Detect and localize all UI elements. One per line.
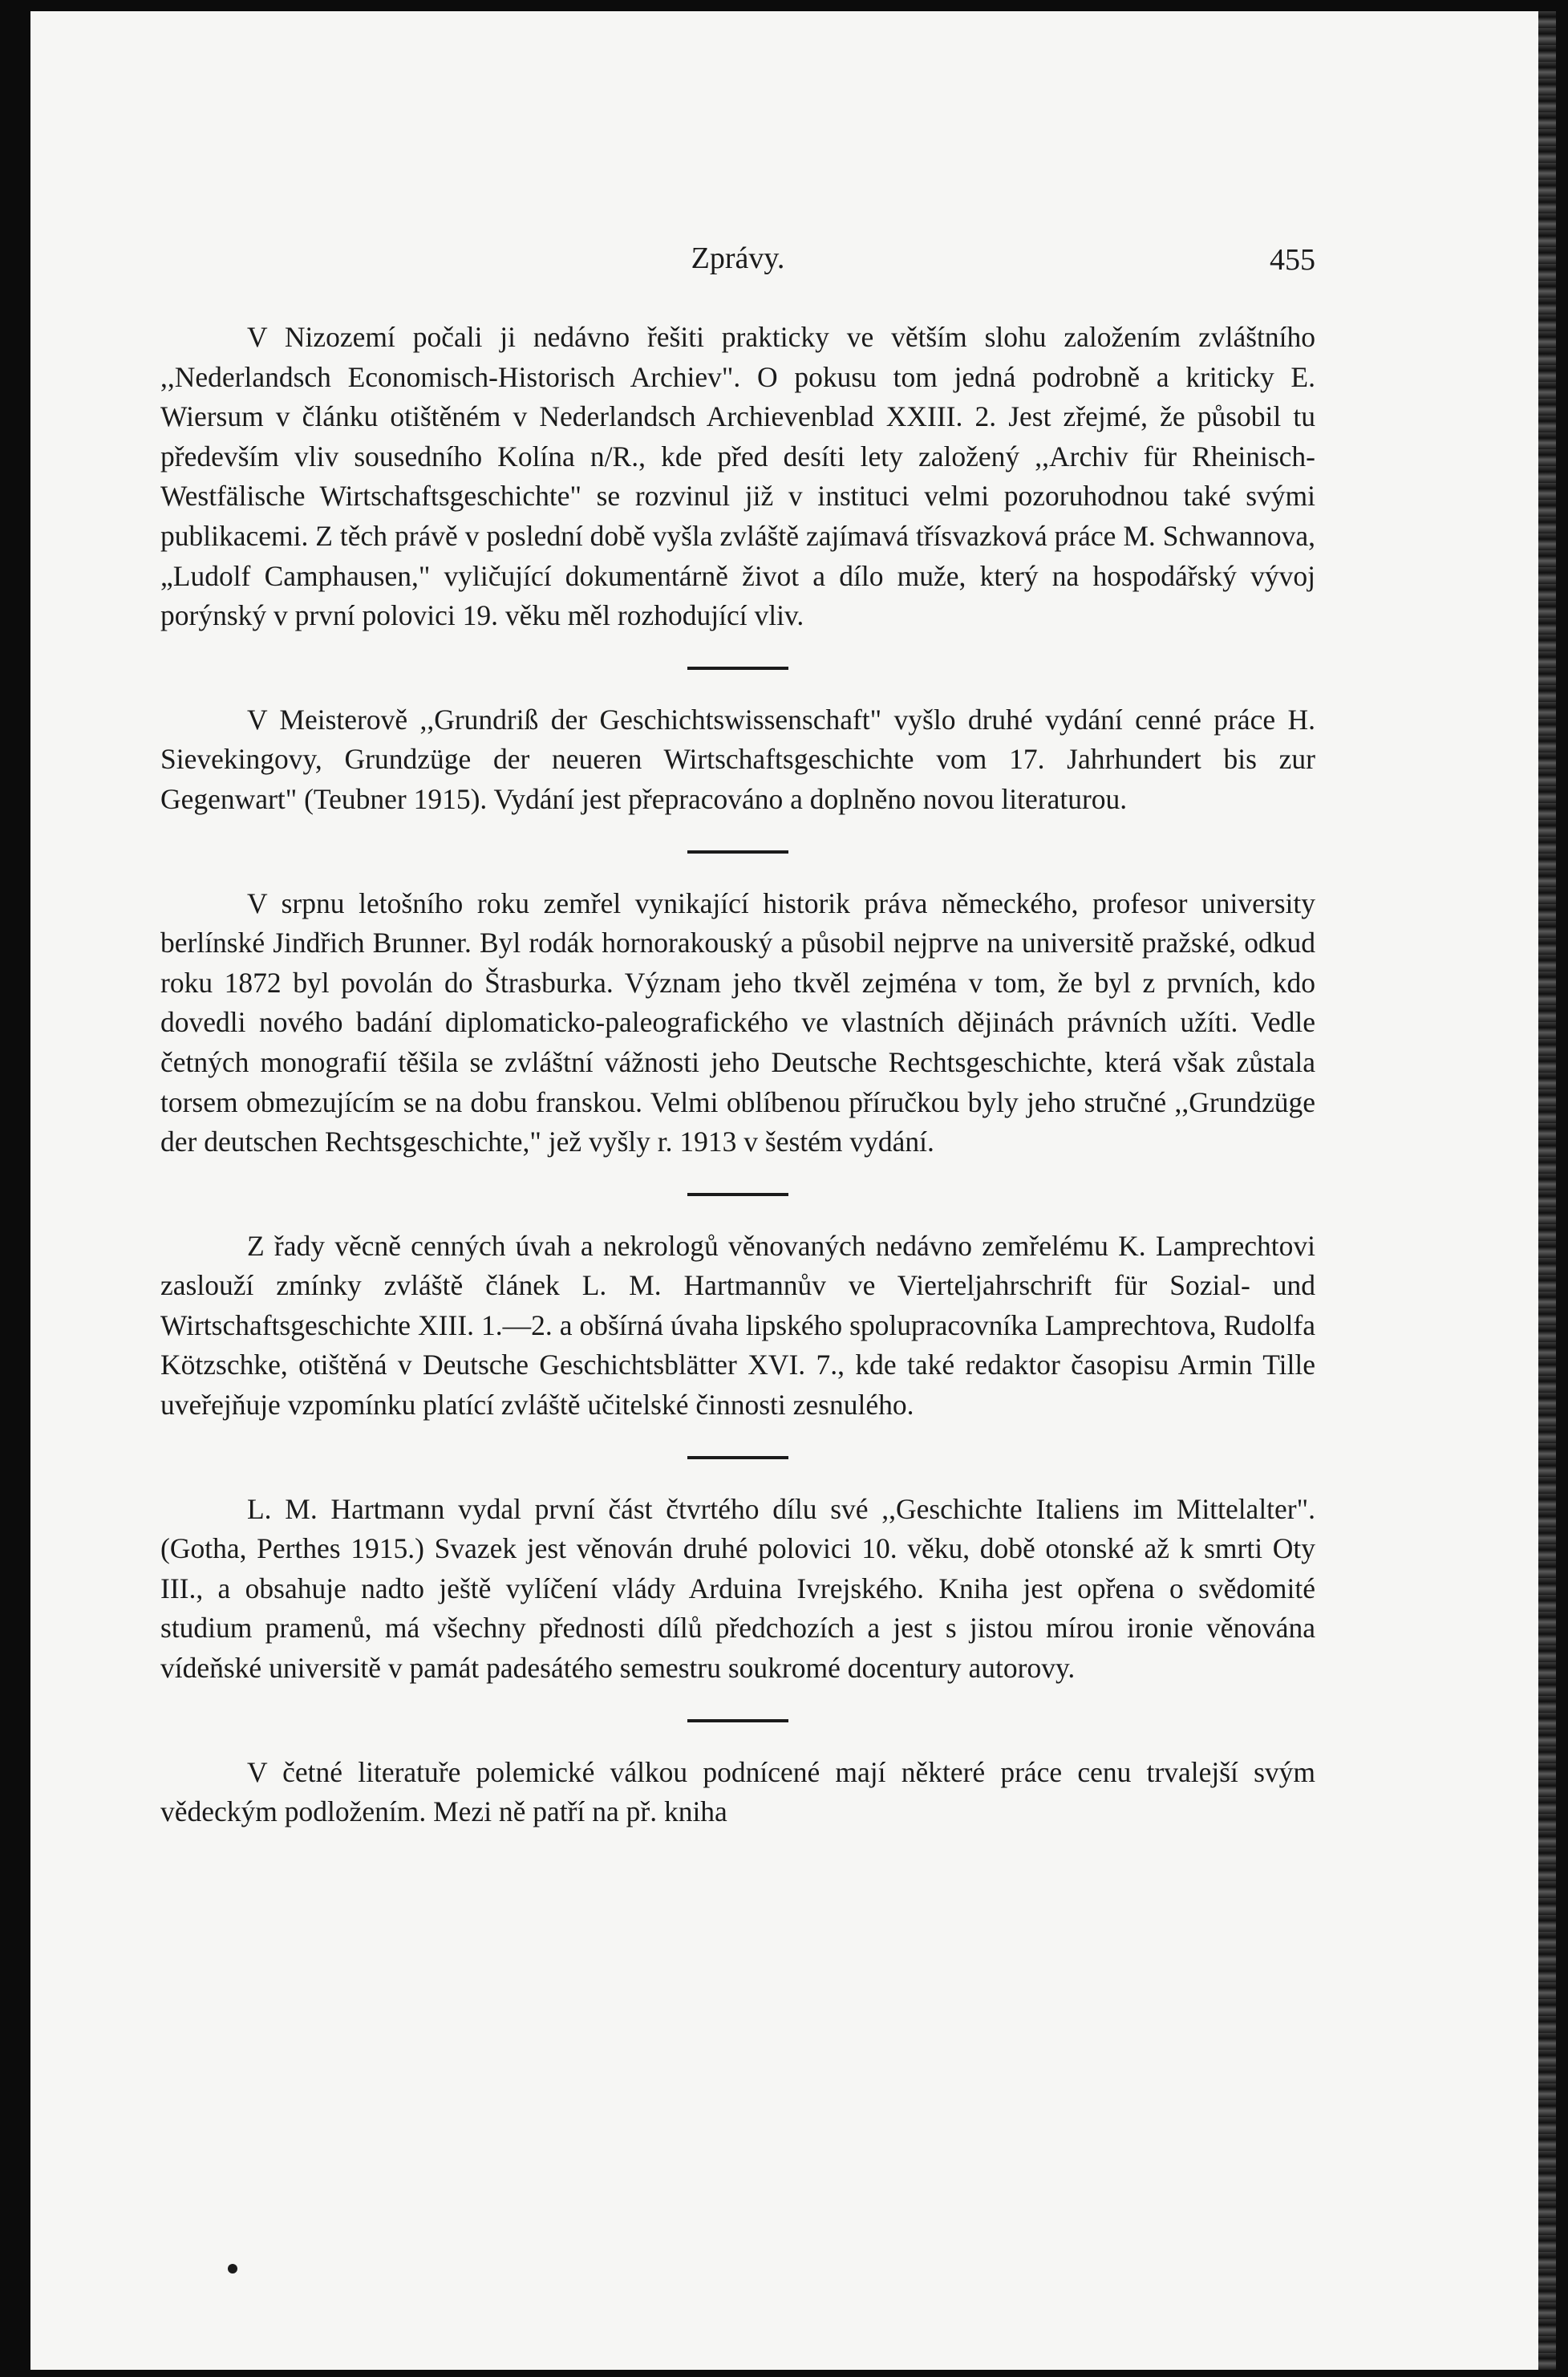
section-title: Zprávy. — [691, 241, 785, 275]
separator-rule — [687, 1719, 788, 1722]
paragraph-meister: V Meisterově ,,Grundriß der Geschichtswissenschaft" vyšlo druhé vydání cenné práce H. Sievekingovy, Grundzüge der neueren Wirtschaftsgeschichte vom 17. Jahrhundert bis zur Gegenwart" (Teubner 1915). Vydání jest přepracováno a doplněno novou literaturou. — [160, 703, 1315, 815]
paragraph-brunner: V srpnu letošního roku zemřel vynikající historik práva německého, profesor university berlínské Jindřich Brunner. Byl rodák hornorakouský a působil nejprve na universitě pražské, odkud roku 1872 byl povolán do Štrasburka. Význam jeho tkvěl zejména v tom, že byl z prvních, kdo dovedli nového badání diplomaticko-paleografického ve vlastních dějinách právních užíti. Vedle četných monografií těšila se zvláštní vážnosti jeho Deutsche Rechtsgeschichte, která však zůstala torsem obmezujícím se na dobu franskou. Velmi oblíbenou příručkou byly jeho stručné ,,Grundzüge der deutschen Rechtsgeschichte," jež vyšly r. 1913 v šestém vydání. — [160, 886, 1315, 1158]
separator-rule — [687, 667, 788, 670]
scan-edge — [1538, 11, 1556, 2370]
paragraph-nizozemi: V Nizozemí počali ji nedávno řešiti prakticky ve větším slohu založením zvláštního ,,Nederlandsch Economisch-Historisch Archiev". O pokusu tom jedná podrobně a kriticky E. Wiersum v článku otištěném v Nederlandsch Archievenblad XXIII. 2. Jest zřejmé, že působil tu především vliv sousedního Kolína n/R., kde před desíti lety založený ,,Archiv für Rheinisch-Westfälische Wirtschaftsgeschichte" se rozvinul již v instituci velmi pozoruhodnou také svými publikacemi. Z těch právě v poslední době vyšla zvláště zajímavá třísvazková práce M. Schwannova, „Ludolf Camphausen," vyličující dokumentárně život a dílo muže, který na hospodářský vývoj porýnský v první polovici 19. věku měl rozhodující vliv. — [160, 321, 1315, 632]
page-number: 455 — [1270, 243, 1315, 277]
print-mark — [228, 2264, 237, 2274]
separator-rule — [687, 850, 788, 854]
paragraph-literatura: V četné literatuře polemické válkou podnícené mají některé práce cenu trvalejší svým vědeckým podložením. Mezi ně patří na př. kniha — [160, 1755, 1315, 1828]
paragraph-hartmann: L. M. Hartmann vydal první část čtvrtého dílu své ,,Geschichte Italiens im Mittelalter". (Gotha, Perthes 1915.) Svazek jest věnován druhé polovici 10. věku, době otonské až k smrti Oty III., a obsahuje nadto ještě vylíčení vlády Arduina Ivrejského. Kniha jest opřena o svědomité studium pramenů, má všechny přednosti dílů předchozích a jest s jistou mírou ironie věnována vídeňské universitě v památ padesátého semestru soukromé docentury autorovy. — [160, 1492, 1315, 1685]
text-column — [160, 241, 1315, 1832]
running-header — [160, 241, 1315, 289]
paragraph-lamprecht: Z řady věcně cenných úvah a nekrologů věnovaných nedávno zemřelému K. Lamprechtovi zaslouží zmínky zvláště článek L. M. Hartmannův ve Vierteljahrschrift für Sozial- und Wirtschaftsgeschichte XIII. 1.—2. a obšírná úvaha lipského spolupracovníka Lamprechtova, Rudolfa Kötzschke, otištěná v Deutsche Geschichtsblätter XVI. 7., kde také redaktor časopisu Armin Tille uveřejňuje vzpomínku platící zvláště učitelské činnosti zesnulého. — [160, 1229, 1315, 1422]
separator-rule — [687, 1193, 788, 1196]
separator-rule — [687, 1456, 788, 1459]
